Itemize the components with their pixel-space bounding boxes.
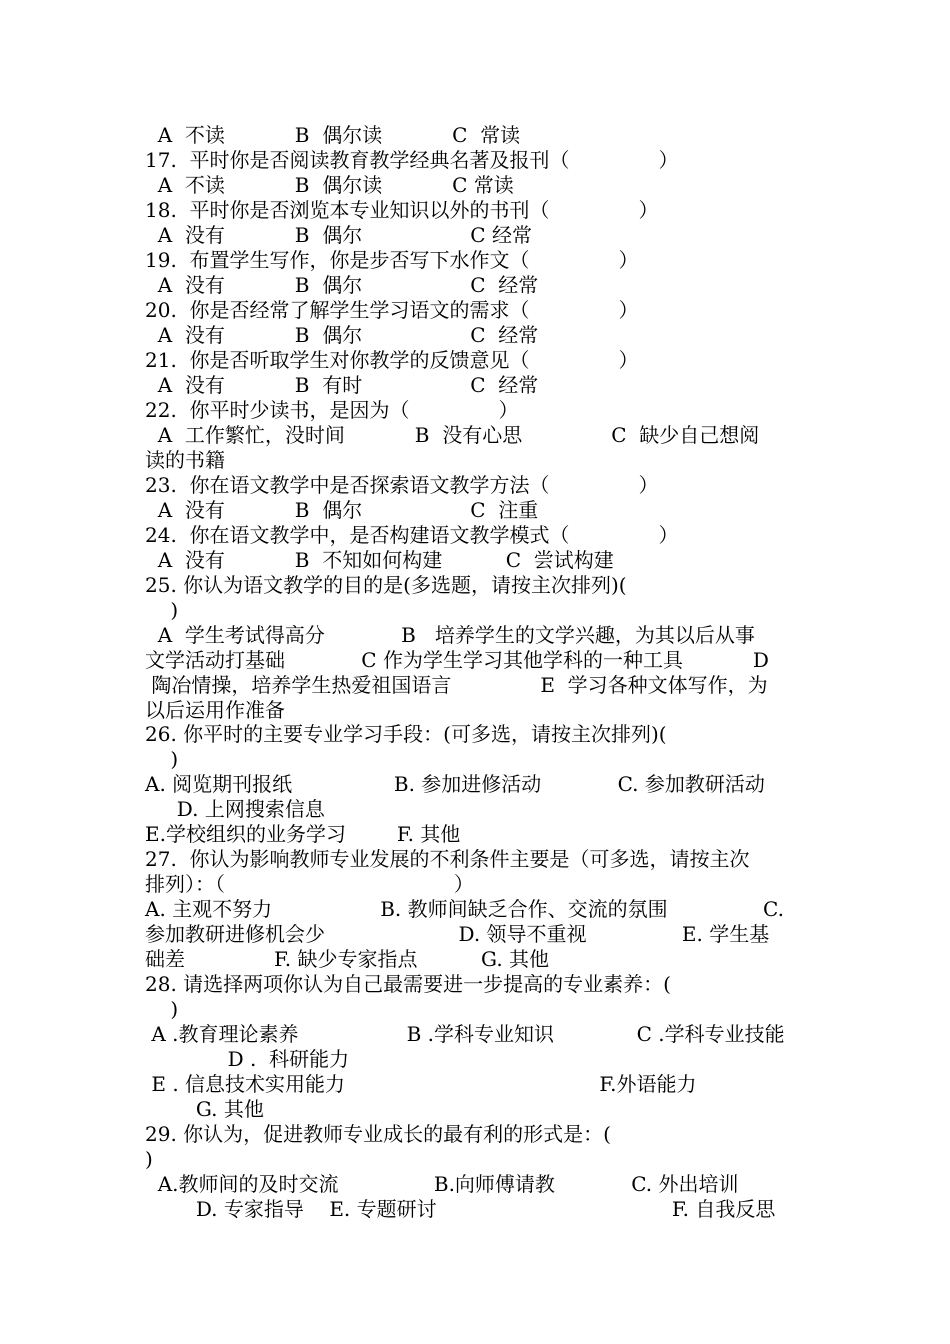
q29-options-1: A.教师间的及时交流 B.向师傅请教 C. 外出培训 xyxy=(145,1172,739,1196)
q29-options-2: D. 专家指导 E. 专题研讨 F. 自我反思 xyxy=(145,1197,776,1221)
q25-options-2: 文学活动打基础 C 作为学生学习其他学科的一种工具 D xyxy=(145,648,769,672)
q23-options: A 没有 B 偶尔 C 注重 xyxy=(145,498,539,522)
q25-options-3: 陶冶情操，培养学生热爱祖国语言 E 学习各种文体写作，为 xyxy=(145,673,768,697)
q25-options-1: A 学生考试得高分 B 培养学生的文学兴趣，为其以后从事 xyxy=(145,623,755,647)
q28-question: 28. 请选择两项你认为自己最需要进一步提高的专业素养：( xyxy=(145,972,671,996)
q28-options-1: A .教育理论素养 B .学科专业知识 C .学科专业技能 xyxy=(145,1022,785,1046)
q29-question-cont: ) xyxy=(145,1147,153,1171)
q20-question: 20. 你是否经常了解学生学习语文的需求（ ） xyxy=(145,298,639,322)
q25-question-cont: ) xyxy=(145,598,179,622)
q22-options: A 工作繁忙，没时间 B 没有心思 C 缺少自己想阅 xyxy=(145,423,760,447)
q26-options-1: A. 阅览期刊报纸 B. 参加进修活动 C. 参加教研活动 xyxy=(145,772,765,796)
q25-options-4: 以后运用作准备 xyxy=(145,698,285,722)
q17-question: 17. 平时你是否阅读教育教学经典名著及报刊（ ） xyxy=(145,148,679,172)
q28-options-3: E . 信息技术实用能力 F.外语能力 xyxy=(145,1072,697,1096)
q28-options-4: G. 其他 xyxy=(145,1097,264,1121)
q18-options: A 没有 B 偶尔 C 经常 xyxy=(145,223,532,247)
q18-question: 18. 平时你是否浏览本专业知识以外的书刊（ ） xyxy=(145,198,659,222)
q23-question: 23. 你在语文教学中是否探索语文教学方法（ ） xyxy=(145,473,659,497)
q27-question: 27. 你认为影响教师专业发展的不利条件主要是（可多选，请按主次 xyxy=(145,847,750,871)
q16-options: A 不读 B 偶尔读 C 常读 xyxy=(145,123,521,147)
q19-question: 19. 布置学生写作，你是步否写下水作文（ ） xyxy=(145,248,639,272)
q27-options-1: A. 主观不努力 B. 教师间缺乏合作、交流的氛围 C. xyxy=(145,897,784,921)
q29-question: 29. 你认为，促进教师专业成长的最有利的形式是：( xyxy=(145,1122,611,1146)
q22-question: 22. 你平时少读书，是因为（ ） xyxy=(145,398,519,422)
q19-options: A 没有 B 偶尔 C 经常 xyxy=(145,273,539,297)
q17-options: A 不读 B 偶尔读 C 常读 xyxy=(145,173,514,197)
q26-options-2: D. 上网搜索信息 xyxy=(145,797,325,821)
q27-options-2: 参加教研进修机会少 D. 领导不重视 E. 学生基 xyxy=(145,922,770,946)
q21-question: 21. 你是否听取学生对你教学的反馈意见（ ） xyxy=(145,348,639,372)
q28-question-cont: ) xyxy=(145,997,179,1021)
q25-question: 25. 你认为语文教学的目的是(多选题，请按主次排列)( xyxy=(145,573,627,597)
q20-options: A 没有 B 偶尔 C 经常 xyxy=(145,323,539,347)
q27-options-3: 础差 F. 缺少专家指点 G. 其他 xyxy=(145,947,550,971)
q26-question: 26. 你平时的主要专业学习手段：(可多选，请按主次排列)( xyxy=(145,722,667,746)
q24-options: A 没有 B 不知如何构建 C 尝试构建 xyxy=(145,548,614,572)
q27-question-cont: 排列）：（ ） xyxy=(145,872,474,896)
q24-question: 24. 你在语文教学中，是否构建语文教学模式（ ） xyxy=(145,523,679,547)
q26-options-3: E.学校组织的业务学习 F. 其他 xyxy=(145,822,461,846)
q26-question-cont: ) xyxy=(145,747,179,771)
q22-options-cont: 读的书籍 xyxy=(145,448,225,472)
q28-options-2: D . 科研能力 xyxy=(145,1047,350,1071)
q21-options: A 没有 B 有时 C 经常 xyxy=(145,373,539,397)
